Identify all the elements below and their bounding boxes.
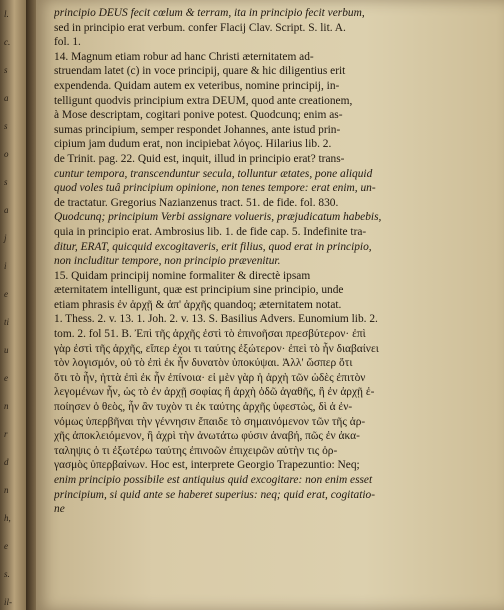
left-margin-fragment: s bbox=[4, 65, 8, 75]
text-line: cuntur tempora, transcenduntur secula, tolluntur ætates, pone aliquid bbox=[54, 167, 373, 180]
text-line: expendenda. Quidam autem ex veteribus, nomine principij, in- bbox=[54, 79, 340, 92]
text-line: 1. Thess. 2. v. 13. 1. Joh. 2. v. 13. S. Basilius Advers. Eunomium lib. 2. bbox=[54, 313, 378, 326]
text-line: χῆς ἀποκλειόμενον, ἢ ἀχρὶ τὴν ἀνωτάτω φύσιν ἀναβή, πῶς ἐν ἀκα- bbox=[54, 430, 360, 443]
right-page bbox=[36, 0, 504, 610]
text-line: ὅτι τὸ ἦν, ἡττὰ ἐπὶ ἐκ ἦν ἐπίνοια· εἰ μὲν γὰρ ἡ ἀρχὴ τῶν ὡδὲς ἐπιτὸν bbox=[54, 371, 366, 384]
text-line: cipium jam dudum erat, non incipiebat λόγος. Hilarius lib. 2. bbox=[54, 138, 332, 151]
left-margin-fragment: il- bbox=[4, 597, 12, 607]
text-line: etiam phrasis ἐν ἀρχῇ & ἀπ' ἀρχῆς quandoq; æternitatem notat. bbox=[54, 298, 342, 311]
page-text bbox=[54, 6, 492, 517]
text-line: ποίησεν ὁ θεὸς, ἦν ἂν τυχὸν τι ἐκ ταύτης ἀρχῆς ὑφεστὼς, δὶ ἀ ἐν- bbox=[54, 401, 353, 414]
left-margin-fragment: n bbox=[4, 485, 9, 495]
left-margin-fragment: s bbox=[4, 121, 8, 131]
text-line: ταληψις ὁ τι ἐξωτέρω ταύτης ἐπινοῶν ἐπιχειρῶν αὐτὴν τις ὀρ- bbox=[54, 444, 338, 457]
text-line: de tractatur. Gregorius Nazianzenus tract. 51. de fide. fol. 830. bbox=[54, 196, 339, 209]
text-line: quia in principio erat. Ambrosius lib. 1. de fide cap. 5. Indefinite tra- bbox=[54, 225, 367, 238]
left-margin-fragment: h, bbox=[4, 513, 11, 523]
left-margin-fragment: r bbox=[4, 429, 8, 439]
left-margin-fragment: n bbox=[4, 401, 9, 411]
left-margin-fragment: i bbox=[4, 261, 7, 271]
left-margin-fragment: s. bbox=[4, 569, 10, 579]
text-line: principium, si quid ante se haberet superius: neq; quid erat, cogitatio- bbox=[54, 488, 376, 501]
text-line: γασμὸς ὑπερβαίνων. Hoc est, interprete Georgio Trapezuntio: Neq; bbox=[54, 459, 360, 472]
text-line: principio DEUS fecit cœlum & terram, ita in principio fecit verbum, bbox=[54, 7, 365, 19]
left-margin-fragment: c. bbox=[4, 37, 11, 47]
left-margin-fragment: s bbox=[4, 177, 8, 187]
left-margin-fragment: d bbox=[4, 457, 9, 467]
text-line: de Trinit. pag. 22. Quid est, inquit, illud in principio erat? trans- bbox=[54, 152, 345, 165]
text-line: 15. Quidam principij nomine formaliter & directè ipsam bbox=[54, 269, 311, 282]
text-line: non includitur tempore, non principio prævenitur. bbox=[54, 255, 281, 268]
text-line: τὸν λογισμόν, οὐ τὸ ἐπὶ ἐκ ἦν δυνατὸν ὑποκύψαι. Ἀλλ' ὥσπερ ὅτι bbox=[54, 357, 353, 370]
left-margin-fragment: a bbox=[4, 93, 9, 103]
text-line: Quodcunq; principium Verbi assignare volueris, præjudicatum habebis, bbox=[54, 211, 382, 224]
text-line: à Mose descriptam, cogitari ponive potest. Quodcunq; enim as- bbox=[54, 109, 343, 122]
text-line: ne bbox=[54, 503, 65, 516]
left-margin-fragment: j bbox=[4, 233, 7, 243]
left-margin-fragment: e bbox=[4, 541, 8, 551]
left-margin-fragment: u bbox=[4, 345, 9, 355]
left-page-edge bbox=[0, 0, 26, 610]
text-line: 14. Magnum etiam robur ad hanc Christi æternitatem ad- bbox=[54, 50, 314, 63]
text-line: λεγομένων ἦν, ὡς τὸ ἐν ἀρχῇ σοφίας ἢ ἀρχὴ ὁδῶ ἀγαθῆς, ἢ ἐν ἀρχῇ ἐ- bbox=[54, 386, 375, 399]
left-margin-fragment: a bbox=[4, 205, 9, 215]
text-line: enim principio possibile est antiquius quid excogitare: non enim esset bbox=[54, 474, 373, 486]
left-margin-fragment: o bbox=[4, 149, 9, 159]
left-margin-fragment: ti bbox=[4, 317, 10, 327]
text-line: struendam latet (c) in voce principij, quare & hic diligentius erit bbox=[54, 65, 346, 78]
text-line: telligunt quodvis principium extra DEUM, quod ante creationem, bbox=[54, 94, 353, 107]
text-line: fol. 1. bbox=[54, 36, 81, 49]
text-line: γὰρ ἐστὶ τῆς ἀρχῆς, εἴπερ ἐχοι τι ταύτης ἐξώτερον· ἐπεὶ τὸ ἦν διαβαίνει bbox=[54, 342, 379, 355]
text-line: æternitatem intelligunt, quæ est principium sine principio, unde bbox=[54, 284, 344, 297]
text-line: quod voles tuâ principium opinione, non tenes tempore: erat enim, un- bbox=[54, 182, 376, 195]
left-margin-fragment: e bbox=[4, 289, 8, 299]
text-line: νόμως ὑπερβῆναι τὴν γέννησιν ἔπαιδε τὸ σημαινόμενον τῶν τῆς ἀρ- bbox=[54, 415, 366, 428]
book-gutter bbox=[26, 0, 36, 610]
text-line: sed in principio erat verbum. confer Flacij Clav. Script. S. lit. A. bbox=[54, 21, 346, 34]
text-line: sumas principium, semper respondet Johannes, ante istud prin- bbox=[54, 123, 341, 136]
text-line: ditur, ERAT, quicquid excogitaveris, erit filius, quod erat in principio, bbox=[54, 240, 372, 253]
left-margin-fragment: l. bbox=[4, 9, 9, 19]
text-line: tom. 2. fol 51. B. Ἐπὶ τῆς ἀρχῆς ἐστὶ τὸ ἐπινοῆσαι πρεσβύτερον· ἐπὶ bbox=[54, 328, 366, 341]
left-margin-fragment: e bbox=[4, 373, 8, 383]
